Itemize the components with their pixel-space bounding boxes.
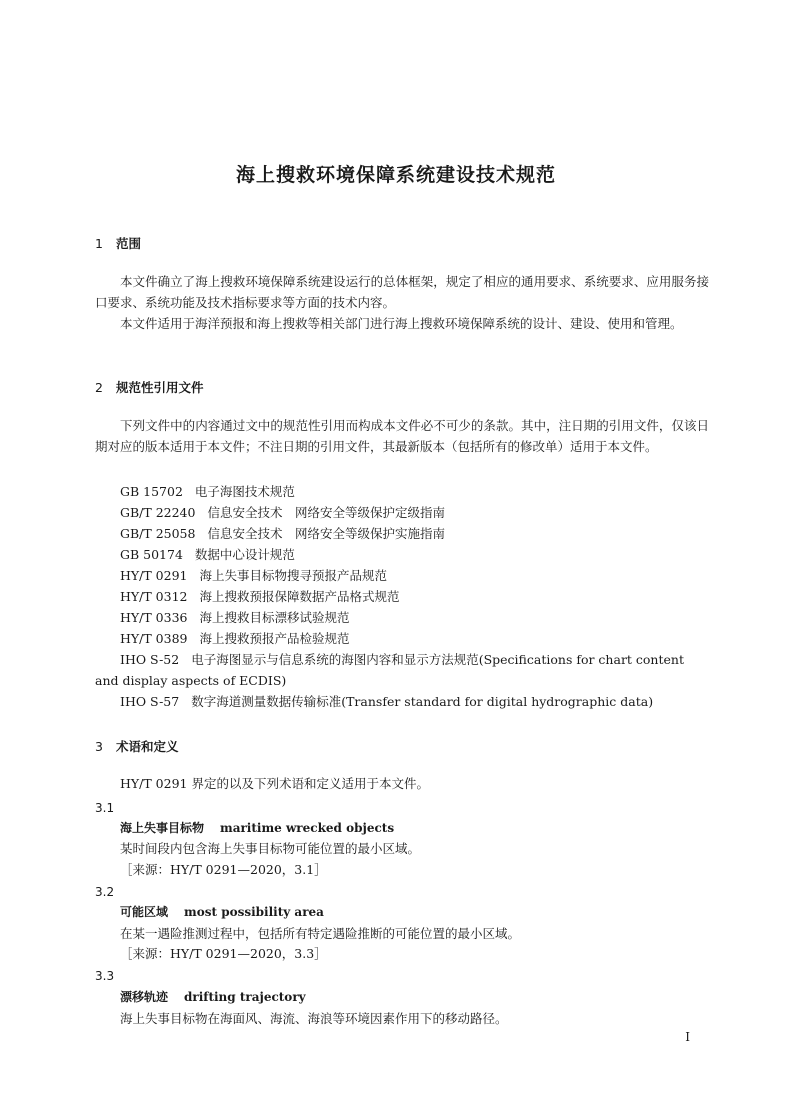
reference-item: HY/T 0312 海上搜救预报保障数据产品格式规范	[120, 589, 400, 604]
reference-item: IHO S-52 电子海图显示与信息系统的海图内容和显示方法规范(Specifications for chart content	[120, 652, 684, 667]
term-number: 3.3	[95, 969, 115, 983]
term-number: 3.2	[95, 885, 115, 899]
scope-paragraph-1: 本文件确立了海上搜救环境保障系统建设运行的总体框架，规定了相应的通用要求、系统要求、应用服务接口要求、系统功能及技术指标要求等方面的技术内容。	[95, 274, 709, 310]
reference-item: GB/T 22240 信息安全技术 网络安全等级保护定级指南	[120, 505, 445, 520]
page-number: I	[685, 1030, 690, 1044]
section-3-heading: 3 术语和定义	[95, 739, 179, 754]
reference-item: GB/T 25058 信息安全技术 网络安全等级保护实施指南	[120, 526, 445, 541]
reference-item: HY/T 0389 海上搜救预报产品检验规范	[120, 631, 350, 646]
terms-intro: HY/T 0291 界定的以及下列术语和定义适用于本文件。	[120, 776, 429, 791]
reference-item: HY/T 0291 海上失事目标物搜寻预报产品规范	[120, 568, 388, 583]
term-entry: 海上失事目标物 maritime wrecked objects	[120, 821, 395, 835]
term-definition: 海上失事目标物在海面风、海流、海浪等环境因素作用下的移动路径。	[120, 1011, 508, 1026]
section-1-heading: 1 范围	[95, 236, 142, 251]
reference-item-continuation: and display aspects of ECDIS)	[95, 673, 287, 688]
term-definition: 在某一遇险推测过程中，包括所有特定遇险推断的可能位置的最小区域。	[120, 926, 521, 941]
term-number: 3.1	[95, 801, 115, 815]
reference-item: GB 15702 电子海图技术规范	[120, 484, 295, 499]
reference-item: HY/T 0336 海上搜救目标漂移试验规范	[120, 610, 350, 625]
document-title: 海上搜救环境保障系统建设技术规范	[235, 164, 556, 186]
section-2-heading: 2 规范性引用文件	[95, 380, 204, 395]
term-definition: 某时间段内包含海上失事目标物可能位置的最小区域。	[120, 841, 421, 856]
term-entry: 可能区域 most possibility area	[120, 905, 324, 919]
references-intro: 下列文件中的内容通过文中的规范性引用而构成本文件必不可少的条款。其中，注日期的引用文件，仅该日期对应的版本适用于本文件；不注日期的引用文件，其最新版本（包括所有的修改单）适用于本文件。	[95, 418, 709, 454]
term-source: ［来源：HY/T 0291—2020，3.1］	[120, 862, 327, 877]
scope-paragraph-2: 本文件适用于海洋预报和海上搜救等相关部门进行海上搜救环境保障系统的设计、建设、使用和管理。	[120, 316, 683, 331]
term-source: ［来源：HY/T 0291—2020，3.3］	[120, 946, 327, 961]
reference-item: IHO S-57 数字海道测量数据传输标准(Transfer standard for digital hydrographic data)	[120, 694, 654, 709]
term-entry: 漂移轨迹 drifting trajectory	[120, 990, 306, 1004]
reference-item: GB 50174 数据中心设计规范	[120, 547, 295, 562]
